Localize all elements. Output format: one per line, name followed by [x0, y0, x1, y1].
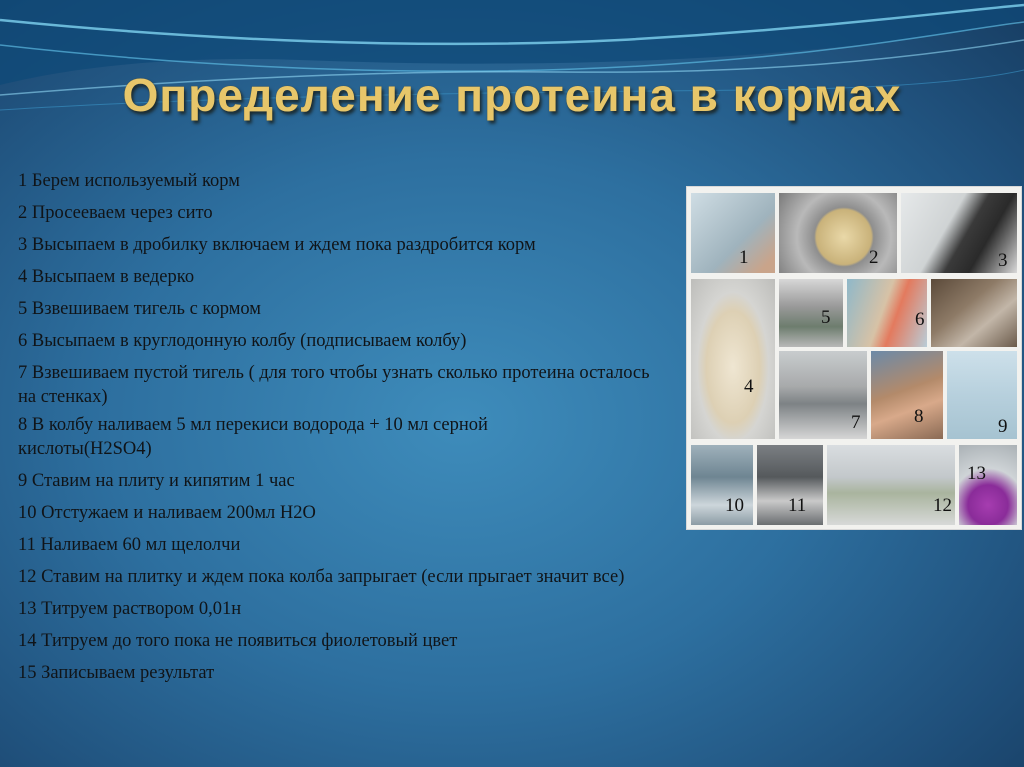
step-item: 13 Титруем раствором 0,01н — [18, 599, 242, 619]
photo-titration — [959, 445, 1017, 525]
collage-label: 9 — [998, 416, 1008, 437]
step-item: 3 Высыпаем в дробилку включаем и ждем пока раздробится корм — [18, 235, 536, 255]
step-item: 12 Ставим на плитку и ждем пока колба запрыгает (если прыгает значит все) — [18, 567, 625, 587]
step-item: 6 Высыпаем в круглодонную колбу (подписываем колбу) — [18, 331, 467, 351]
step-item: 15 Записываем результат — [18, 663, 215, 683]
step-item: 1 Берем используемый корм — [18, 171, 240, 191]
photo-scale-crucible — [779, 279, 843, 347]
photo-feed-sample — [691, 193, 775, 273]
step-item: 8 В колбу наливаем 5 мл перекиси водорода + 10 мл серной кислоты(H2SO4) — [18, 415, 488, 459]
collage-label: 5 — [821, 307, 831, 328]
steps-list — [18, 165, 668, 689]
collage-label: 7 — [851, 412, 861, 433]
step-item: 9 Ставим на плиту и кипятим 1 час — [18, 471, 295, 491]
photo-bucket — [691, 279, 775, 439]
collage-label: 8 — [914, 406, 924, 427]
page-title: Определение протеина в кормах — [122, 69, 902, 121]
collage-label: 11 — [788, 495, 807, 516]
step-item: 14 Титруем до того пока не появиться фиолетовый цвет — [18, 631, 458, 651]
collage-label: 4 — [744, 376, 754, 397]
collage-label: 3 — [998, 250, 1008, 271]
collage-label: 6 — [915, 309, 925, 330]
step-item: 4 Высыпаем в ведерко — [18, 267, 195, 287]
collage-label: 10 — [725, 495, 744, 516]
step-item: 5 Взвешиваем тигель с кормом — [18, 299, 262, 319]
photo-collage — [686, 186, 1022, 530]
step-item: 10 Отстужаем и наливаем 200мл H2O — [18, 503, 316, 523]
photo-sieve — [779, 193, 897, 273]
step-item: 7 Взвешиваем пустой тигель ( для того чтобы узнать сколько протеина осталось на стенках) — [18, 363, 650, 407]
step-item: 11 Наливаем 60 мл щелолчи — [18, 535, 241, 555]
collage-label: 1 — [739, 247, 749, 268]
collage-label: 13 — [967, 463, 986, 484]
collage-label: 12 — [933, 495, 952, 516]
photo-hotplate — [931, 279, 1017, 347]
photo-reagents — [871, 351, 943, 439]
collage-label: 2 — [869, 247, 879, 268]
step-item: 2 Просееваем через сито — [18, 203, 213, 223]
